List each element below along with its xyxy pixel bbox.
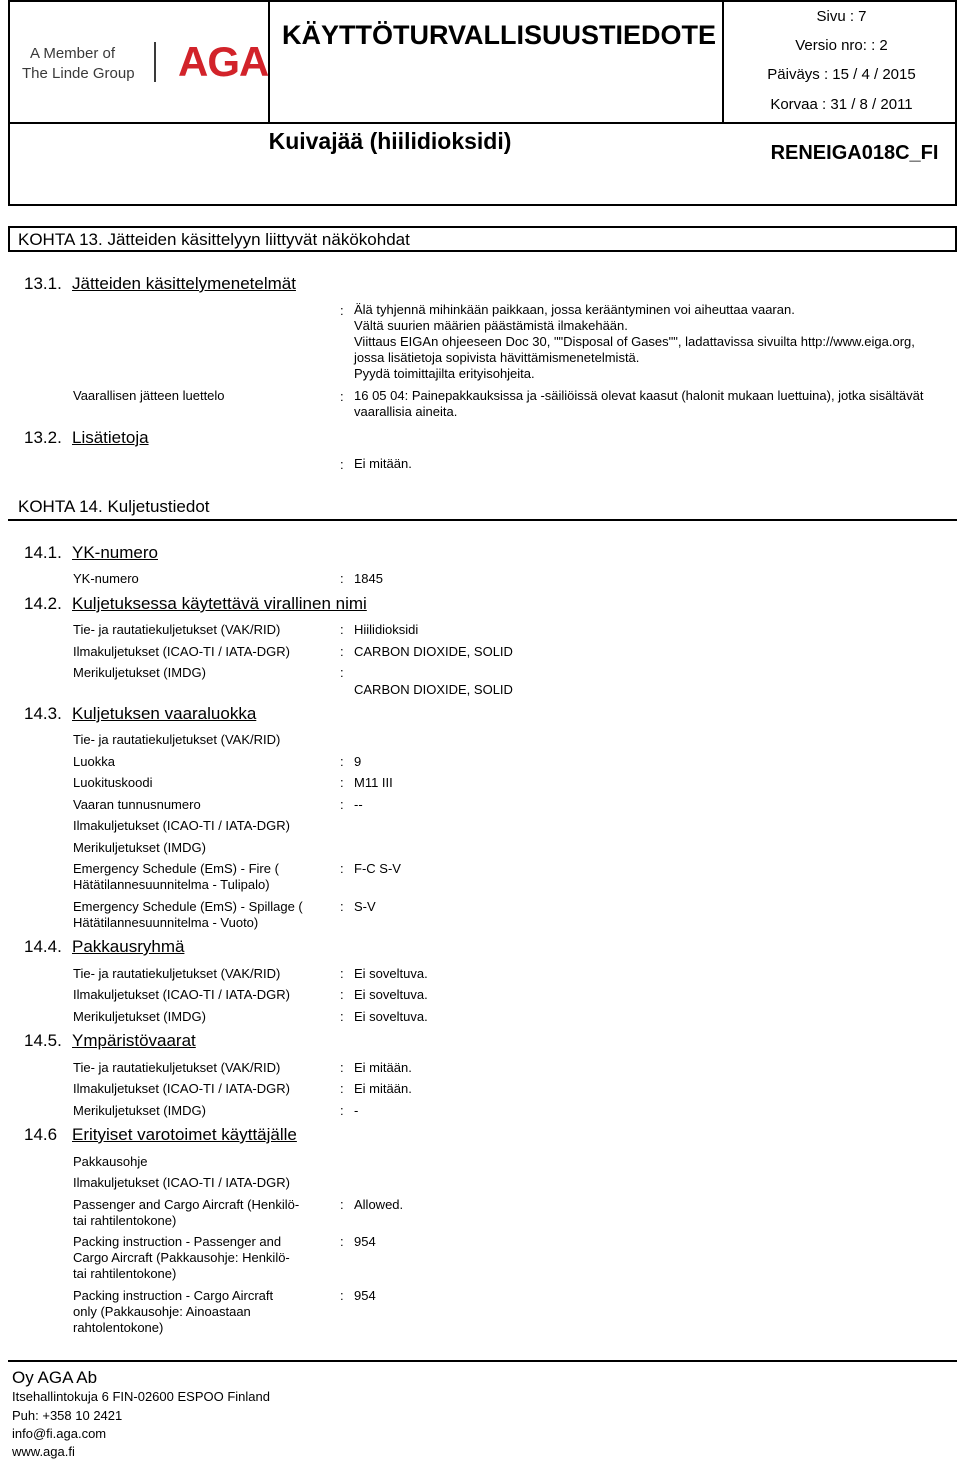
- colon: :: [340, 899, 344, 914]
- subsection-number: 13.2.: [24, 428, 62, 447]
- disposal-line: Viittaus EIGAn ohjeeseen Doc 30, ""Disposal of Gases"", ladattavissa sivuilta http://www.eiga.org,: [354, 334, 915, 349]
- colon: :: [340, 389, 344, 404]
- hazard-id-value: --: [354, 797, 363, 812]
- packing-instruction-passenger-label: [73, 1234, 335, 1282]
- company-name: Oy AGA Ab: [12, 1368, 98, 1387]
- packing-group-air: Ei soveltuva.: [354, 987, 428, 1002]
- packing-instruction-label: Pakkausohje: [73, 1154, 148, 1169]
- subsection-number: 13.1.: [24, 274, 62, 293]
- label-line: Cargo Aircraft (Pakkausohje: Henkilö-: [73, 1250, 290, 1265]
- company-phone: Puh: +358 10 2421: [12, 1408, 123, 1423]
- label-line: Hätätilannesuunnitelma - Tulipalo): [73, 877, 270, 892]
- waste-list-label: Vaarallisen jätteen luettelo: [73, 388, 225, 403]
- colon: :: [340, 571, 344, 586]
- road-rail-label: Tie- ja rautatiekuljetukset (VAK/RID): [73, 966, 281, 981]
- subsection-title: Pakkausryhmä: [72, 937, 185, 956]
- air-label: Ilmakuljetukset (ICAO-TI / IATA-DGR): [73, 987, 290, 1002]
- linde-member-line2: The Linde Group: [22, 65, 135, 82]
- subsection-number: 14.6: [24, 1125, 58, 1144]
- label-line: rahtolentokone): [73, 1320, 164, 1335]
- version-number: Versio nro: : 2: [795, 37, 888, 54]
- colon: :: [340, 665, 344, 680]
- subsection-title: YK-numero: [72, 543, 158, 562]
- sea-label: Merikuljetukset (IMDG): [73, 665, 206, 680]
- subsection-14-2: [24, 594, 367, 614]
- subsection-13-1: [24, 274, 296, 294]
- air-label: Ilmakuljetukset (ICAO-TI / IATA-DGR): [73, 644, 290, 659]
- sea-label: Merikuljetukset (IMDG): [73, 840, 206, 855]
- class-label: Luokka: [73, 754, 115, 769]
- shipping-name-sea: CARBON DIOXIDE, SOLID: [354, 682, 513, 697]
- colon: :: [340, 861, 344, 876]
- air-label: Ilmakuljetukset (ICAO-TI / IATA-DGR): [73, 818, 290, 833]
- disposal-instructions: [354, 302, 915, 382]
- subsection-title: Erityiset varotoimet käyttäjälle: [72, 1125, 297, 1144]
- subsection-title: Jätteiden käsittelymenetelmät: [72, 274, 296, 293]
- subsection-number: 14.1.: [24, 543, 62, 562]
- aga-logo-text: AGA: [178, 38, 269, 85]
- env-hazard-sea: -: [354, 1103, 359, 1118]
- label-line: tai rahtilentokone): [73, 1266, 177, 1281]
- classification-code-value: M11 III: [354, 775, 393, 790]
- label-line: only (Pakkausohje: Ainoastaan: [73, 1304, 251, 1319]
- document-title: KÄYTTÖTURVALLISUUSTIEDOTE: [281, 20, 716, 50]
- packing-instruction-cargo-label: [73, 1288, 335, 1336]
- waste-list-line: 16 05 04: Painepakkauksissa ja -säiliöissä olevat kaasut (halonit mukaan luettuina), jotka sisältävät: [354, 388, 924, 403]
- sea-label: Merikuljetukset (IMDG): [73, 1103, 206, 1118]
- waste-list-value: [354, 388, 923, 420]
- document-footer: [8, 1360, 957, 1463]
- packing-group-sea: Ei soveltuva.: [354, 1009, 428, 1024]
- disposal-line: jossa lisätietoja sopivista hävittämismenetelmistä.: [354, 350, 640, 365]
- section-14-bar: KOHTA 14. Kuljetustiedot: [8, 495, 957, 521]
- subsection-number: 14.2.: [24, 594, 62, 613]
- colon: :: [340, 1288, 344, 1303]
- logo-divider: [154, 42, 156, 82]
- label-line: Passenger and Cargo Aircraft (Henkilö-: [73, 1197, 300, 1212]
- subsection-title: Ympäristövaarat: [72, 1031, 196, 1050]
- company-email[interactable]: info@fi.aga.com: [12, 1426, 107, 1441]
- additional-info-value: Ei mitään.: [354, 456, 412, 471]
- company-address: Itsehallintokuja 6 FIN-02600 ESPOO Finland: [12, 1389, 270, 1404]
- company-website[interactable]: www.aga.fi: [12, 1444, 75, 1459]
- page-number: Sivu : 7: [816, 8, 867, 25]
- document-header: [8, 0, 957, 206]
- subsection-title: Lisätietoja: [72, 428, 149, 447]
- air-label: Ilmakuljetukset (ICAO-TI / IATA-DGR): [73, 1081, 290, 1096]
- ems-fire-label: [73, 861, 335, 893]
- subsection-number: 14.3.: [24, 704, 62, 723]
- label-line: Packing instruction - Cargo Aircraft: [73, 1288, 274, 1303]
- passenger-cargo-aircraft-label: [73, 1197, 335, 1229]
- subsection-title: Kuljetuksen vaaraluokka: [72, 704, 257, 723]
- disposal-line: Älä tyhjennä mihinkään paikkaan, jossa kerääntyminen voi aiheuttaa vaaran.: [354, 302, 795, 317]
- colon: :: [340, 966, 344, 981]
- subsection-14-1: [24, 543, 158, 563]
- ems-spill-value: S-V: [354, 899, 376, 914]
- colon: :: [340, 457, 344, 472]
- aga-logo: [178, 38, 269, 85]
- sea-label: Merikuljetukset (IMDG): [73, 1009, 206, 1024]
- colon: :: [340, 644, 344, 659]
- road-rail-label: Tie- ja rautatiekuljetukset (VAK/RID): [73, 732, 281, 747]
- label-line: Emergency Schedule (EmS) - Spillage (: [73, 899, 303, 914]
- linde-member-line1: A Member of: [30, 45, 116, 62]
- road-rail-label: Tie- ja rautatiekuljetukset (VAK/RID): [73, 622, 281, 637]
- subsection-14-3: [24, 704, 256, 724]
- packing-instruction-cargo-value: 954: [354, 1288, 376, 1303]
- colon: :: [340, 303, 344, 318]
- subsection-13-2: [24, 428, 149, 448]
- ems-spill-label: [73, 899, 335, 931]
- subsection-14-5: [24, 1031, 196, 1051]
- product-code: RENEIGA018C_FI: [770, 142, 939, 164]
- waste-list-line: vaarallisia aineita.: [354, 404, 458, 419]
- colon: :: [340, 622, 344, 637]
- disposal-line: Vältä suurien määrien päästämistä ilmakehään.: [354, 318, 628, 333]
- env-hazard-road: Ei mitään.: [354, 1060, 412, 1075]
- passenger-cargo-aircraft-value: Allowed.: [354, 1197, 404, 1212]
- header-divider: [10, 122, 955, 124]
- classification-code-label: Luokituskoodi: [73, 775, 153, 790]
- env-hazard-air: Ei mitään.: [354, 1081, 412, 1096]
- ems-fire-value: F-C S-V: [354, 861, 401, 876]
- shipping-name-air: CARBON DIOXIDE, SOLID: [354, 644, 513, 659]
- hazard-id-label: Vaaran tunnusnumero: [73, 797, 201, 812]
- label-line: tai rahtilentokone): [73, 1213, 177, 1228]
- label-line: Packing instruction - Passenger and: [73, 1234, 282, 1249]
- colon: :: [340, 775, 344, 790]
- packing-instruction-passenger-value: 954: [354, 1234, 376, 1249]
- label-line: Emergency Schedule (EmS) - Fire (: [73, 861, 279, 876]
- subsection-number: 14.5.: [24, 1031, 62, 1050]
- colon: :: [340, 1197, 344, 1212]
- issue-date: Päiväys : 15 / 4 / 2015: [767, 66, 916, 83]
- product-name: Kuivajää (hiilidioksidi): [268, 128, 512, 154]
- colon: :: [340, 1103, 344, 1118]
- packing-group-road: Ei soveltuva.: [354, 966, 428, 981]
- subsection-14-6: [24, 1125, 297, 1145]
- road-rail-label: Tie- ja rautatiekuljetukset (VAK/RID): [73, 1060, 281, 1075]
- subsection-14-4: [24, 937, 184, 957]
- subsection-number: 14.4.: [24, 937, 62, 956]
- replaces-date: Korvaa : 31 / 8 / 2011: [770, 96, 913, 113]
- shipping-name-road: Hiilidioksidi: [354, 622, 419, 637]
- un-number-value: 1845: [354, 571, 383, 586]
- colon: :: [340, 1234, 344, 1249]
- section-13-bar: KOHTA 13. Jätteiden käsittelyyn liittyvät näkökohdat: [8, 226, 957, 252]
- air-label: Ilmakuljetukset (ICAO-TI / IATA-DGR): [73, 1175, 290, 1190]
- colon: :: [340, 797, 344, 812]
- colon: :: [340, 1009, 344, 1024]
- colon: :: [340, 987, 344, 1002]
- disposal-line: Pyydä toimittajilta erityisohjeita.: [354, 366, 535, 381]
- colon: :: [340, 1060, 344, 1075]
- subsection-title: Kuljetuksessa käytettävä virallinen nimi: [72, 594, 367, 613]
- colon: :: [340, 754, 344, 769]
- class-value: 9: [354, 754, 362, 769]
- un-number-label: YK-numero: [73, 571, 139, 586]
- label-line: Hätätilannesuunnitelma - Vuoto): [73, 915, 259, 930]
- colon: :: [340, 1081, 344, 1096]
